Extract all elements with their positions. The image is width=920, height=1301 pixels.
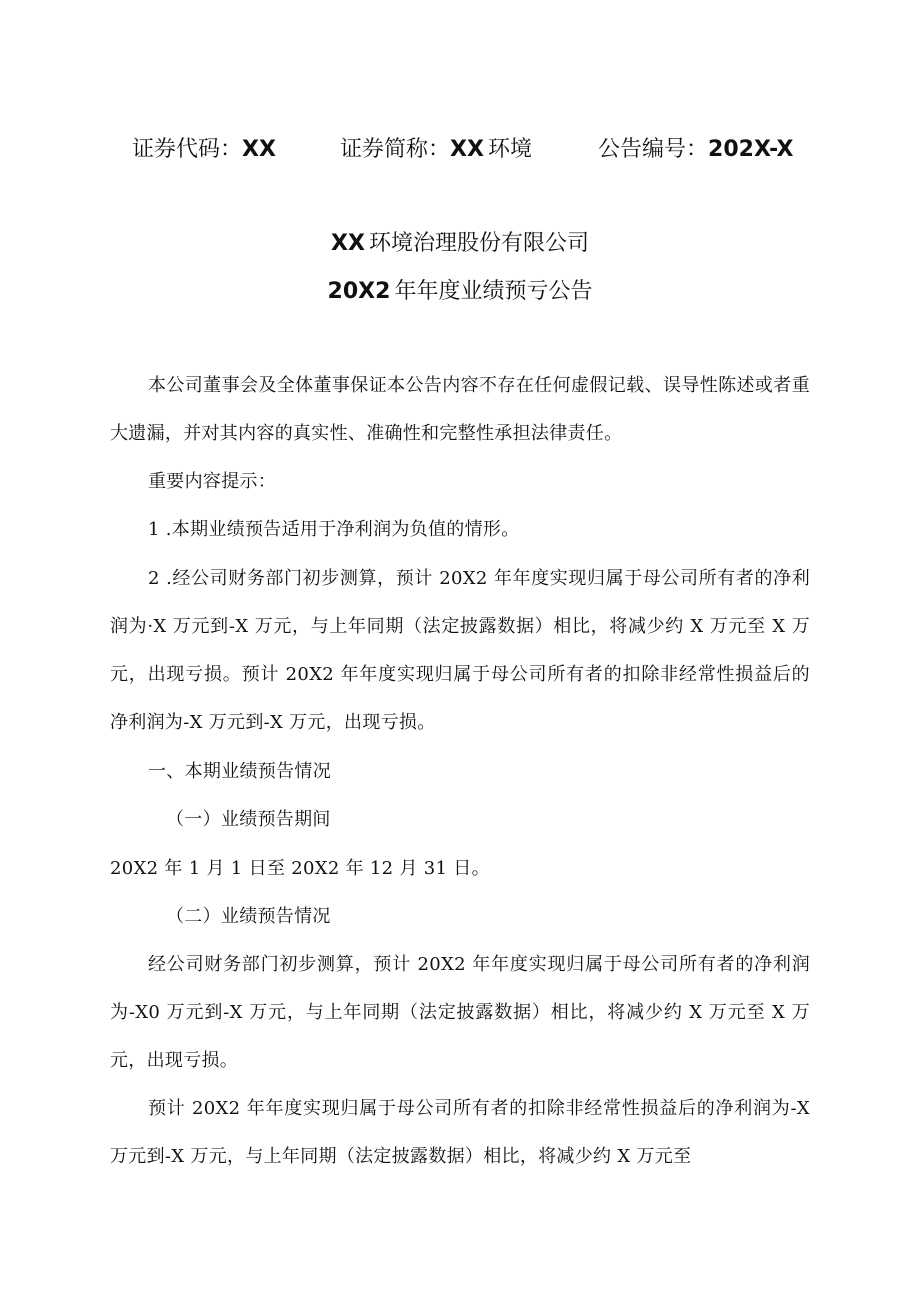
key-points-heading: 重要内容提示：: [148, 471, 277, 492]
securities-code-label: 证券代码：: [132, 137, 243, 162]
securities-short-name-label: 证券简称：: [340, 137, 451, 162]
securities-short-name-suffix: 环境: [487, 137, 532, 162]
company-title-prefix: XX: [331, 231, 365, 256]
announcement-title-year: 20X2: [327, 279, 391, 304]
subsection-2-heading: （二）业绩预告情况: [166, 906, 331, 927]
board-statement-paragraph: 本公司董事会及全体董事保证本公告内容不存在任何虚假记载、误导性陈述或者重大遗漏，并对其内容的真实性、准确性和完整性承担法律责任。: [110, 375, 810, 444]
securities-code-value: XX: [242, 137, 276, 162]
announcement-title: [0, 274, 920, 310]
securities-header: [0, 132, 920, 168]
securities-short-name: [340, 132, 532, 168]
announcement-number-label: 公告编号：: [598, 137, 709, 162]
subsection-1-heading: （一）业绩预告期间: [166, 809, 331, 830]
company-title-name: 环境治理股份有限公司: [368, 231, 589, 256]
announcement-title-text: 年年度业绩预亏公告: [394, 279, 593, 304]
announcement-number: [598, 132, 793, 168]
announcement-number-value: 202X-X: [708, 137, 794, 162]
key-point-2: 2 .经公司财务部门初步测算，预计 20X2 年年度实现归属于母公司所有者的净利润为·X 万元到-X 万元，与上年同期（法定披露数据）相比，将减少约 X 万元至 X 万元，出现亏损。预计 20X2 年年度实现归属于母公司所有者的扣除非经常性损益后的净利润为-X 万元到-X 万元，出现亏损。: [110, 568, 810, 733]
company-title: [0, 226, 920, 262]
forecast-details-paragraph: 经公司财务部门初步测算，预计 20X2 年年度实现归属于母公司所有者的净利润为-X0 万元到-X 万元，与上年同期（法定披露数据）相比，将减少约 X 万元至 X 万元，出现亏损。: [110, 954, 810, 1071]
securities-code: [132, 132, 276, 168]
non-recurring-forecast-paragraph: 预计 20X2 年年度实现归属于母公司所有者的扣除非经常性损益后的净利润为-X 万元到-X 万元，与上年同期（法定披露数据）相比，将减少约 X 万元至: [110, 1098, 810, 1167]
forecast-period-text: 20X2 年 1 月 1 日至 20X2 年 12 月 31 日。: [110, 858, 490, 879]
key-point-1: 1 .本期业绩预告适用于净利润为负值的情形。: [148, 519, 520, 540]
section-1-heading: 一、本期业绩预告情况: [148, 761, 331, 782]
securities-short-name-value: XX: [450, 137, 484, 162]
